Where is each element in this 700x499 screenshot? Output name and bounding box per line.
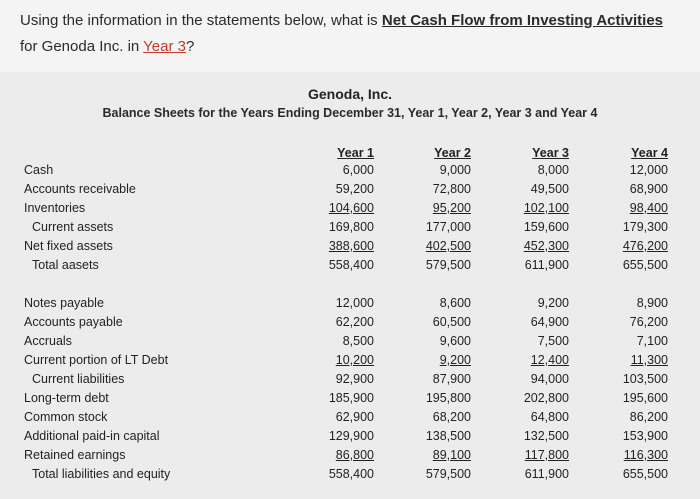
liabilities-cell: 9,600 <box>439 334 471 348</box>
liabilities-cell: 62,900 <box>335 410 374 424</box>
assets-cell: 402,500 <box>425 239 471 253</box>
liabilities-cell: 195,600 <box>622 391 668 405</box>
liabilities-cell: 153,900 <box>622 429 668 443</box>
liabilities-cell: 8,600 <box>439 296 471 310</box>
liabilities-cell: 185,900 <box>328 391 374 405</box>
assets-row-label: Inventories <box>24 201 86 215</box>
liabilities-cell: 8,900 <box>636 296 668 310</box>
assets-cell: 49,500 <box>530 182 569 196</box>
column-header-year-4: Year 4 <box>631 146 668 160</box>
assets-cell: 104,600 <box>328 201 374 215</box>
liabilities-row-label: Common stock <box>24 410 108 424</box>
assets-cell: 8,000 <box>537 163 569 177</box>
liabilities-cell: 579,500 <box>425 467 471 481</box>
assets-cell: 72,800 <box>432 182 471 196</box>
liabilities-cell: 68,200 <box>432 410 471 424</box>
liabilities-cell: 103,500 <box>622 372 668 386</box>
liabilities-cell: 9,200 <box>537 296 569 310</box>
assets-cell: 102,100 <box>523 201 569 215</box>
liabilities-cell: 7,500 <box>537 334 569 348</box>
question-year: Year 3 <box>143 38 186 55</box>
liabilities-cell: 558,400 <box>328 467 374 481</box>
statement-subtitle: Balance Sheets for the Years Ending December 31, Year 1, Year 2, Year 3 and Year 4 <box>102 106 598 120</box>
column-header-year-1: Year 1 <box>337 146 374 160</box>
liabilities-cell: 89,100 <box>432 448 471 462</box>
liabilities-cell: 132,500 <box>523 429 569 443</box>
assets-cell: 98,400 <box>629 201 668 215</box>
liabilities-cell: 611,900 <box>524 467 569 481</box>
liabilities-row-label: Long-term debt <box>24 391 109 405</box>
liabilities-row-label: Total liabilities and equity <box>32 467 171 481</box>
assets-cell: 169,800 <box>328 220 374 234</box>
question-text <box>20 8 690 60</box>
liabilities-cell: 129,900 <box>328 429 374 443</box>
assets-cell: 177,000 <box>425 220 471 234</box>
liabilities-cell: 86,800 <box>335 448 374 462</box>
liabilities-cell: 10,200 <box>335 353 374 367</box>
assets-cell: 12,000 <box>629 163 668 177</box>
liabilities-cell: 655,500 <box>622 467 668 481</box>
liabilities-cell: 12,000 <box>335 296 374 310</box>
liabilities-cell: 9,200 <box>439 353 471 367</box>
liabilities-cell: 64,800 <box>530 410 569 424</box>
assets-cell: 611,900 <box>524 258 569 272</box>
assets-row-label: Net fixed assets <box>24 239 113 253</box>
assets-cell: 476,200 <box>622 239 668 253</box>
assets-row-label: Total aasets <box>32 258 99 272</box>
liabilities-cell: 62,200 <box>335 315 374 329</box>
liabilities-cell: 11,300 <box>630 353 668 367</box>
liabilities-cell: 202,800 <box>523 391 569 405</box>
liabilities-cell: 116,300 <box>623 448 668 462</box>
column-header-year-3: Year 3 <box>532 146 569 160</box>
assets-cell: 655,500 <box>622 258 668 272</box>
liabilities-row-label: Additional paid-in capital <box>24 429 160 443</box>
liabilities-row-label: Accounts payable <box>24 315 123 329</box>
liabilities-cell: 138,500 <box>425 429 471 443</box>
assets-cell: 6,000 <box>342 163 374 177</box>
liabilities-row-label: Current liabilities <box>32 372 125 386</box>
assets-cell: 9,000 <box>439 163 471 177</box>
liabilities-cell: 64,900 <box>530 315 569 329</box>
liabilities-cell: 117,800 <box>524 448 569 462</box>
company-name: Genoda, Inc. <box>307 86 392 102</box>
liabilities-cell: 86,200 <box>629 410 668 424</box>
assets-cell: 179,300 <box>622 220 668 234</box>
assets-cell: 558,400 <box>328 258 374 272</box>
liabilities-cell: 76,200 <box>629 315 668 329</box>
liabilities-cell: 87,900 <box>432 372 471 386</box>
liabilities-row-label: Notes payable <box>24 296 104 310</box>
liabilities-row-label: Retained earnings <box>24 448 126 462</box>
question-highlight: Net Cash Flow from Investing Activities <box>381 12 664 29</box>
liabilities-cell: 8,500 <box>342 334 374 348</box>
assets-cell: 579,500 <box>425 258 471 272</box>
column-header-year-2: Year 2 <box>434 146 471 160</box>
assets-cell: 452,300 <box>523 239 569 253</box>
liabilities-row-label: Accruals <box>24 334 72 348</box>
assets-cell: 59,200 <box>335 182 374 196</box>
liabilities-cell: 94,000 <box>530 372 569 386</box>
assets-row-label: Current assets <box>32 220 114 234</box>
assets-cell: 95,200 <box>432 201 471 215</box>
question-suffix: ? <box>185 38 195 55</box>
assets-cell: 159,600 <box>523 220 569 234</box>
assets-cell: 68,900 <box>629 182 668 196</box>
liabilities-cell: 60,500 <box>432 315 471 329</box>
question-prefix: Using the information in the statements below, what is <box>20 12 382 29</box>
liabilities-cell: 195,800 <box>425 391 471 405</box>
liabilities-cell: 12,400 <box>530 353 569 367</box>
assets-cell: 388,600 <box>328 239 374 253</box>
question-line2-prefix: for Genoda Inc. in <box>20 38 144 55</box>
liabilities-cell: 92,900 <box>335 372 374 386</box>
assets-row-label: Cash <box>24 163 54 177</box>
liabilities-row-label: Current portion of LT Debt <box>24 353 169 367</box>
liabilities-cell: 7,100 <box>636 334 668 348</box>
assets-row-label: Accounts receivable <box>24 182 136 196</box>
